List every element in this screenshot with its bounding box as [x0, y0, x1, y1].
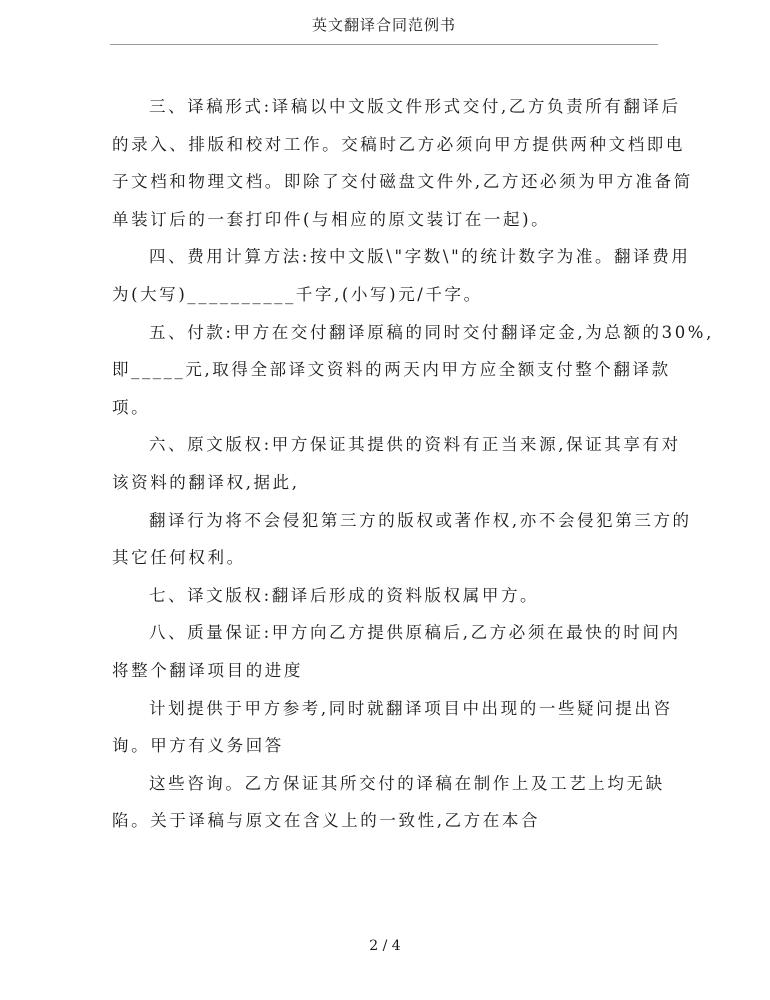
paragraph-line: 项。 — [112, 397, 151, 417]
paragraph-line: 计划提供于甲方参考,同时就翻译项目中出现的一些疑问提出咨 — [149, 698, 673, 718]
page-header — [110, 14, 658, 45]
paragraph-line: 三、译稿形式:译稿以中文版文件形式交付,乙方负责所有翻译后 — [149, 97, 681, 116]
paragraph-line: 六、原文版权:甲方保证其提供的资料有正当来源,保证其享有对 — [149, 435, 681, 455]
paragraph-line: 翻译行为将不会侵犯第三方的版权或著作权,亦不会侵犯第三方的 — [149, 510, 692, 530]
paragraph-line: 八、质量保证:甲方向乙方提供原稿后,乙方必须在最快的时间内 — [149, 623, 681, 643]
paragraph-line: 单装订后的一套打印件(与相应的原文装订在一起)。 — [112, 209, 551, 229]
paragraph-line: 七、译文版权:翻译后形成的资料版权属甲方。 — [149, 585, 540, 605]
document-title: 英文翻译合同范例书 — [311, 16, 456, 34]
paragraph-line: 将整个翻译项目的进度 — [112, 660, 303, 680]
paragraph-line: 的录入、排版和校对工作。交稿时乙方必须向甲方提供两种文档即电 — [112, 134, 685, 154]
paragraph-line: 该资料的翻译权,据此, — [112, 472, 300, 492]
paragraph-line: 子文档和物理文档。即除了交付磁盘文件外,乙方还必须为甲方准备简 — [112, 172, 693, 192]
paragraph-line: 五、付款:甲方在交付翻译原稿的同时交付翻译定金,为总额的30%, — [149, 322, 714, 342]
paragraph-line: 这些咨询。乙方保证其所交付的译稿在制作上及工艺上均无缺 — [149, 773, 665, 793]
paragraph-line: 陷。关于译稿与原文在含义上的一致性,乙方在本合 — [112, 811, 541, 831]
paragraph-line: 询。甲方有义务回答 — [112, 736, 284, 756]
page-number: 2 / 4 — [369, 938, 401, 954]
document-body — [112, 88, 714, 840]
paragraph-line: 即_____元,取得全部译文资料的两天内甲方应全额支付整个翻译款 — [112, 360, 671, 380]
paragraph-line: 四、费用计算方法:按中文版\"字数\"的统计数字为准。翻译费用 — [149, 247, 691, 267]
paragraph-line: 其它任何权利。 — [112, 548, 246, 568]
paragraph-line: 为(大写)__________千字,(小写)元/千字。 — [112, 284, 483, 304]
